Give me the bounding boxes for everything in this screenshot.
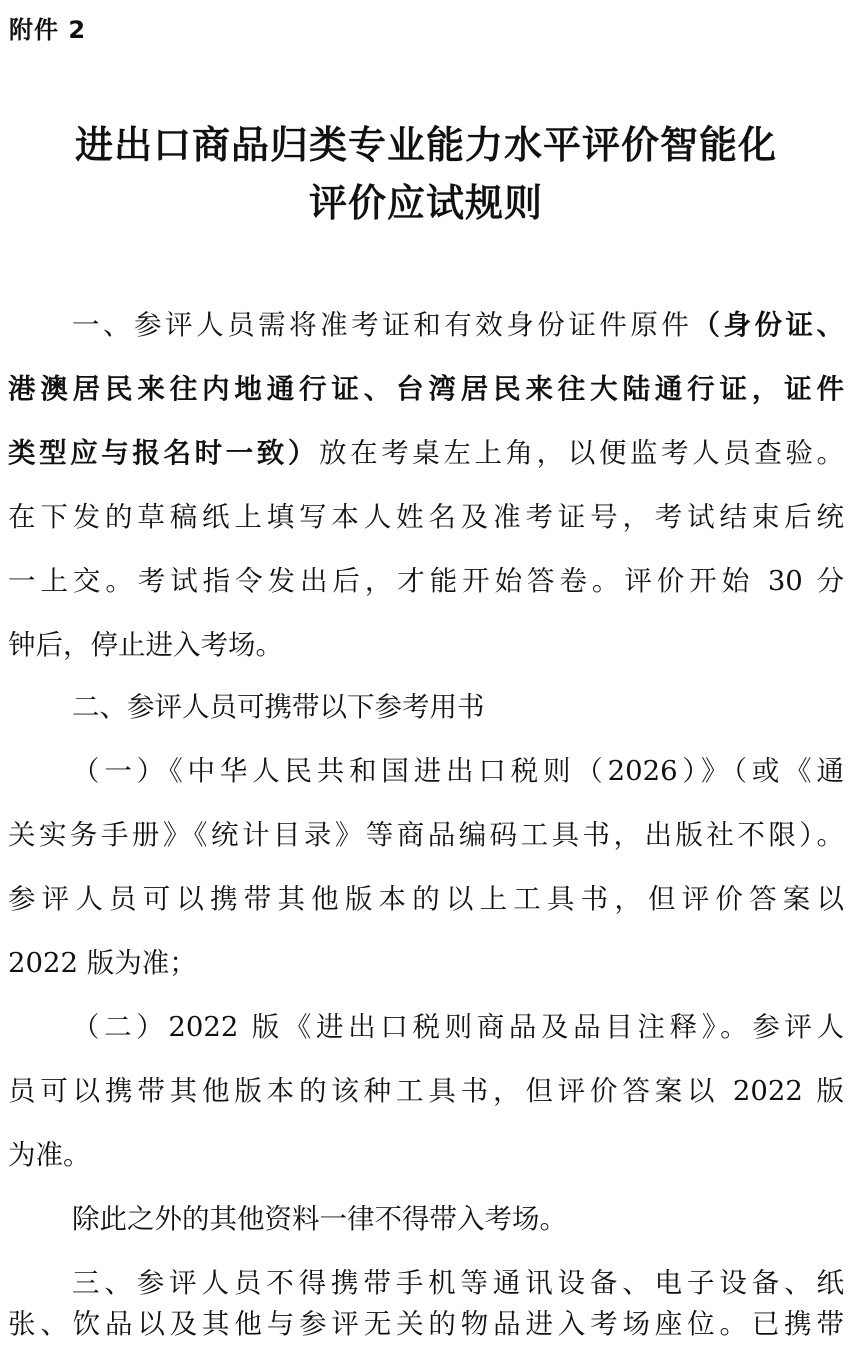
rule-2-other-materials: 除此之外的其他资料一律不得带入考场。 bbox=[72, 1203, 567, 1235]
document-title-line-2: 评价应试规则 bbox=[308, 181, 543, 225]
rule-2-item-2-line-3: 为准。 bbox=[8, 1139, 91, 1171]
rule-1-id-types-bold-end: 类型应与报名时一致） bbox=[8, 437, 319, 469]
rule-1-text: 一、参评人员需将准考证和有效身份证件原件 bbox=[72, 309, 693, 341]
attachment-label: 附件 2 bbox=[9, 16, 87, 44]
rule-2-item-1-line-3: 参评人员可以携带其他版本的以上工具书，但评价答案以 bbox=[8, 883, 844, 915]
rule-2-item-2-line-2: 员可以携带其他版本的该种工具书，但评价答案以 2022 版 bbox=[8, 1075, 844, 1107]
rule-1-id-types-bold: （身份证、 bbox=[692, 309, 845, 341]
rule-1-desk-text: 放在考桌左上角，以便监考人员查验。 bbox=[318, 437, 845, 469]
rule-2-heading: 二、参评人员可携带以下参考用书 bbox=[72, 691, 485, 723]
rule-1-line-5: 一上交。考试指令发出后，才能开始答卷。评价开始 30 分 bbox=[8, 565, 844, 597]
rule-1-line-1 bbox=[72, 305, 844, 345]
rule-1-line-2: 港澳居民来往内地通行证、台湾居民来往大陆通行证，证件 bbox=[8, 373, 844, 405]
document-title-line-1: 进出口商品归类专业能力水平评价智能化 bbox=[74, 123, 777, 167]
rule-1-line-6: 钟后，停止进入考场。 bbox=[8, 629, 283, 661]
rule-1-line-4: 在下发的草稿纸上填写本人姓名及准考证号，考试结束后统 bbox=[8, 501, 844, 533]
rule-2-item-1-line-4: 2022 版为准； bbox=[8, 947, 197, 979]
rule-1-line-3 bbox=[8, 433, 844, 473]
rule-2-item-1-line-2: 关实务手册》《统计目录》等商品编码工具书，出版社不限）。 bbox=[8, 819, 844, 851]
rule-2-item-2-line-1: （二）2022 版《进出口税则商品及品目注释》。参评人 bbox=[72, 1011, 844, 1043]
rule-2-item-1-line-1: （一）《中华人民共和国进出口税则（2026）》（或《通 bbox=[72, 755, 844, 787]
rule-3-line-2: 张、饮品以及其他与参评无关的物品进入考场座位。已携带 bbox=[8, 1308, 844, 1340]
rule-3-line-1: 三、参评人员不得携带手机等通讯设备、电子设备、纸 bbox=[72, 1267, 844, 1299]
